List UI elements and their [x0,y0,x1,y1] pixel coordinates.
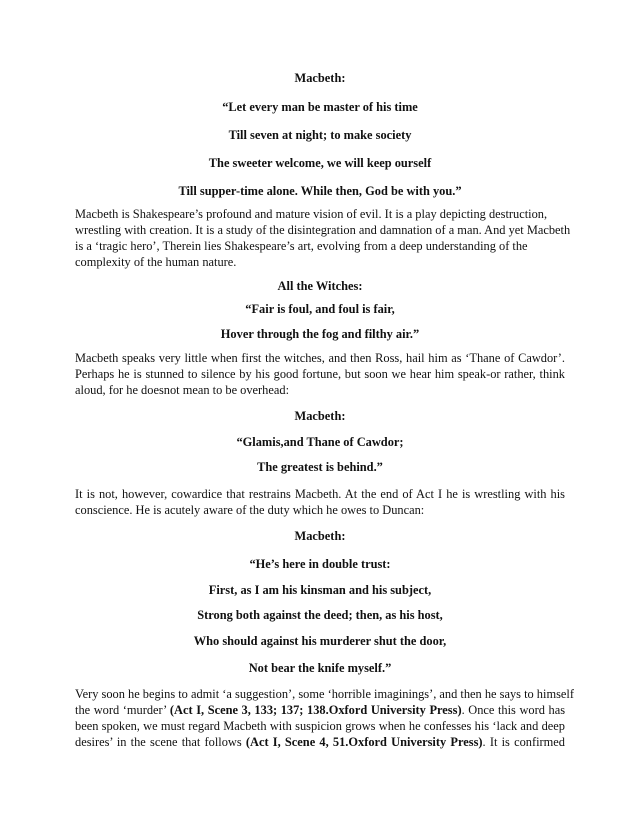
citation: (Act I, Scene 3, 133; 137; 138.Oxford University Press) [169,703,462,717]
paragraph-line: Very soon he begins to admit ‘a suggestion’, some ‘horrible imaginings’, and then he says to himself [75,687,574,701]
verse-line: “He’s here in double trust: [249,557,391,571]
speaker-heading: Macbeth: [294,409,346,423]
verse-line: “Let every man be master of his time [222,100,418,114]
verse-line: Not bear the knife myself.” [248,661,392,675]
paragraph-line [75,734,565,750]
verse-line: Till seven at night; to make society [228,128,412,142]
speaker-heading: All the Witches: [277,279,363,293]
speaker-heading: Macbeth: [294,71,346,85]
verse-line: First, as I am his kinsman and his subject, [208,583,432,597]
speaker-heading: Macbeth: [294,529,346,543]
paragraph-text: desires’ in the scene that follows [75,735,246,749]
paragraph-line: It is not, however, cowardice that restrains Macbeth. At the end of Act I he is wrestling with his [75,487,565,501]
paragraph-line: complexity of the human nature. [75,255,237,269]
verse-line: Till supper-time alone. While then, God be with you.” [178,184,462,198]
citation: (Act I, Scene 4, 51.Oxford University Press) [245,735,483,749]
verse-line: “Glamis,and Thane of Cawdor; [236,435,404,449]
paragraph-text: the word ‘murder’ [75,703,170,717]
paragraph-line [75,702,565,718]
paragraph-line: Macbeth speaks very little when first the witches, and then Ross, hail him as ‘Thane of Cawdor’. [75,351,565,365]
verse-line: Hover through the fog and filthy air.” [220,327,420,341]
paragraph-text: . Once this word has [461,703,566,717]
paragraph-text: . It is confirmed [482,735,565,749]
verse-line: Strong both against the deed; then, as his host, [197,608,443,622]
paragraph-line: been spoken, we must regard Macbeth with suspicion grows when he confesses his ‘lack and deep [75,719,565,733]
paragraph-line: Perhaps he is stunned to silence by his good fortune, but soon we hear him speak-or rather, think [75,367,565,381]
paragraph-line: aloud, for he doesnot mean to be overhead: [75,383,290,397]
paragraph-line: conscience. He is acutely aware of the duty which he owes to Duncan: [75,503,425,517]
verse-line: “Fair is foul, and foul is fair, [245,302,395,316]
verse-line: The greatest is behind.” [257,460,383,474]
paragraph-line: Macbeth is Shakespeare’s profound and mature vision of evil. It is a play depicting destruction, [75,207,548,221]
paragraph-line: is a ‘tragic hero’, Therein lies Shakespeare’s art, evolving from a deep understanding of the [75,239,528,253]
verse-line: Who should against his murderer shut the door, [193,634,447,648]
verse-line: The sweeter welcome, we will keep ourself [208,156,432,170]
paragraph-line: wrestling with creation. It is a study of the disintegration and damnation of a man. And yet Macbeth [75,223,571,237]
